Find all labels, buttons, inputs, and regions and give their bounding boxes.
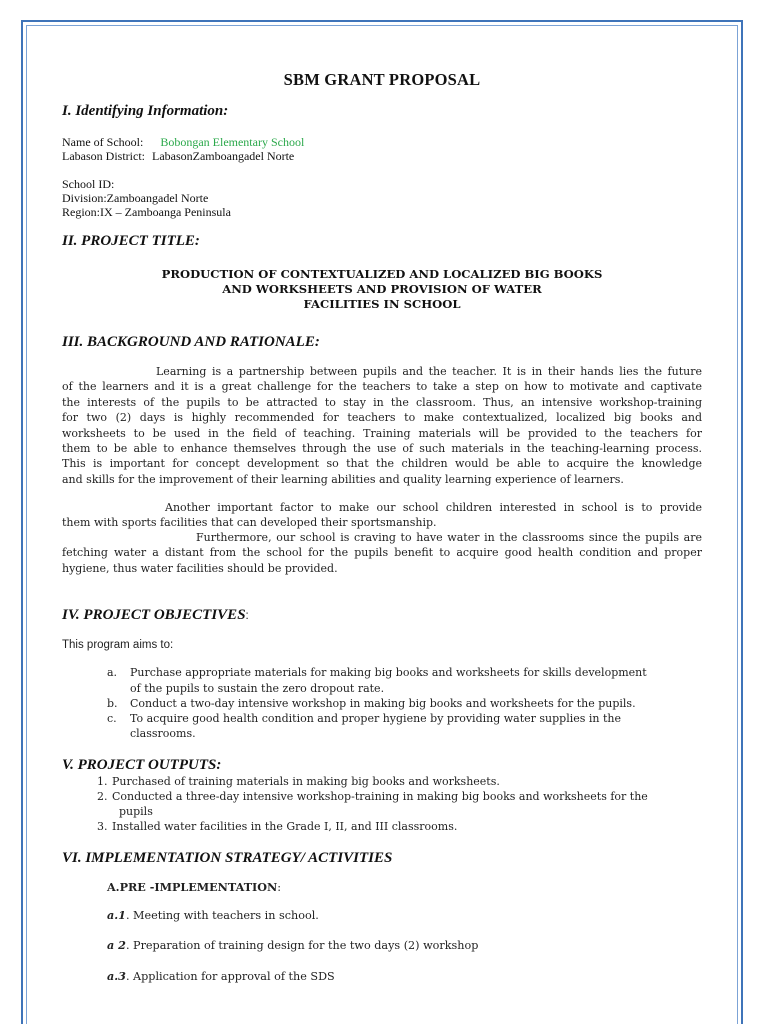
output-item-line: Installed water facilities in the Grade I, II, and III classrooms. [112,820,458,833]
activity-marker: a.3 [107,969,126,983]
activity-item [107,938,478,952]
activity-item [107,969,335,983]
objective-item-line: To acquire good health condition and proper hygiene by providing water supplies in the [130,712,622,725]
objectives-heading-colon: : [245,610,249,622]
background-paragraph-3 [62,530,702,576]
background-p1-line: and skills for the improvement of their learning abilities and quality learning experience of learners. [62,472,624,486]
project-title-line-2: AND WORKSHEETS AND PROVISION OF WATER [222,282,542,296]
district-label: Labason District: [62,149,145,163]
background-p3-line: hygiene, thus water facilities should be provided. [62,561,338,575]
section-identifying-heading: I. Identifying Information: [62,103,229,119]
output-item-line: pupils [119,805,153,818]
school-name-line [62,135,304,149]
section-outputs-heading: V. PROJECT OUTPUTS: [62,757,222,773]
objective-item-line: classrooms. [130,727,196,740]
output-item-marker: 1. [97,775,108,788]
objective-item-line: Purchase appropriate materials for making big books and worksheets for skills development [130,666,647,679]
activity-text: . Preparation of training design for the two days (2) workshop [125,939,479,952]
background-p3-line: fetching water a distant from the school for the pupils benefit to acquire good health condition and proper [62,546,702,560]
project-title-line-1: PRODUCTION OF CONTEXTUALIZED AND LOCALIZED BIG BOOKS [161,267,603,281]
output-item-line: Conducted a three-day intensive workshop-training in making big books and worksheets for the [112,790,648,803]
objective-item-line: of the pupils to sustain the zero dropout rate. [130,682,385,695]
section-objectives-heading [62,604,249,624]
objective-item-line: Conduct a two-day intensive workshop in making big books and worksheets for the pupils. [130,697,636,710]
section-implementation-heading: VI. IMPLEMENTATION STRATEGY/ ACTIVITIES [62,850,393,866]
background-paragraph-1 [62,364,702,487]
background-p1-line: the interests of the pupils to be attracted to stay in the classroom. Thus, an intensive workshop-training [62,395,702,409]
background-p1-line: of the learners and it is a great challenge for the teachers to take a step on how to motivate and captivate [62,380,702,394]
objective-item-marker: c. [107,712,117,725]
background-p1-line: This is important for concept development so that the children would be able to acquire the knowledge [62,457,702,471]
activity-text: . Application for approval of the SDS [125,970,335,983]
background-p1-line: worksheets to be used in the field of teaching. Training materials will be provided to the teachers for [62,426,702,440]
district-value: LabasonZamboangadel Norte [151,149,295,163]
district-line [62,149,294,163]
objectives-intro: This program aims to: [62,639,174,651]
background-p2-line: Another important factor to make our school children interested in school is to provide [165,501,702,514]
section-background-heading: III. BACKGROUND AND RATIONALE: [62,334,320,350]
background-p2-line: them with sports facilities that can developed their sportsmanship. [62,516,437,530]
division-line: Division:Zamboangadel Norte [62,191,209,205]
region-line: Region:IX – Zamboanga Peninsula [62,205,231,219]
pre-implementation-heading [107,880,281,894]
background-p1-line: Learning is a partnership between pupils and the teacher. It is in their hands lies the future [156,365,702,378]
objective-item-marker: b. [107,697,118,710]
section-project-title-heading: II. PROJECT TITLE: [62,233,200,249]
background-p1-line: for two (2) days is highly recommended for teachers to make contextualized, localized big books and [62,411,702,425]
objective-item-marker: a. [107,666,118,679]
activity-marker: a 2 [107,938,126,952]
activity-item [107,908,319,922]
background-p1-line: them to be able to enhance themselves through the use of such materials in the teaching-learning process. [62,442,702,456]
school-name-colon: : [139,135,144,149]
objectives-heading-text: IV. PROJECT OBJECTIVES [62,607,246,623]
background-p3-line: Furthermore, our school is craving to have water in the classrooms since the pupils are [196,531,702,544]
pre-implementation-colon: : [277,881,282,894]
output-item-marker: 2. [97,790,108,803]
background-paragraph-2 [62,500,702,531]
output-item-marker: 3. [97,820,108,833]
school-name-value: Bobongan Elementary School [160,135,305,149]
activity-marker: a.1 [107,908,126,922]
school-name-label: Name of School [62,135,140,149]
pre-implementation-label: A.PRE -IMPLEMENTATION [107,880,278,894]
document-title: SBM GRANT PROPOSAL [283,70,481,89]
activity-text: . Meeting with teachers in school. [125,909,319,922]
school-id-label: School ID: [62,177,115,191]
project-title-line-3: FACILITIES IN SCHOOL [303,297,461,311]
output-item-line: Purchased of training materials in making big books and worksheets. [112,775,500,788]
